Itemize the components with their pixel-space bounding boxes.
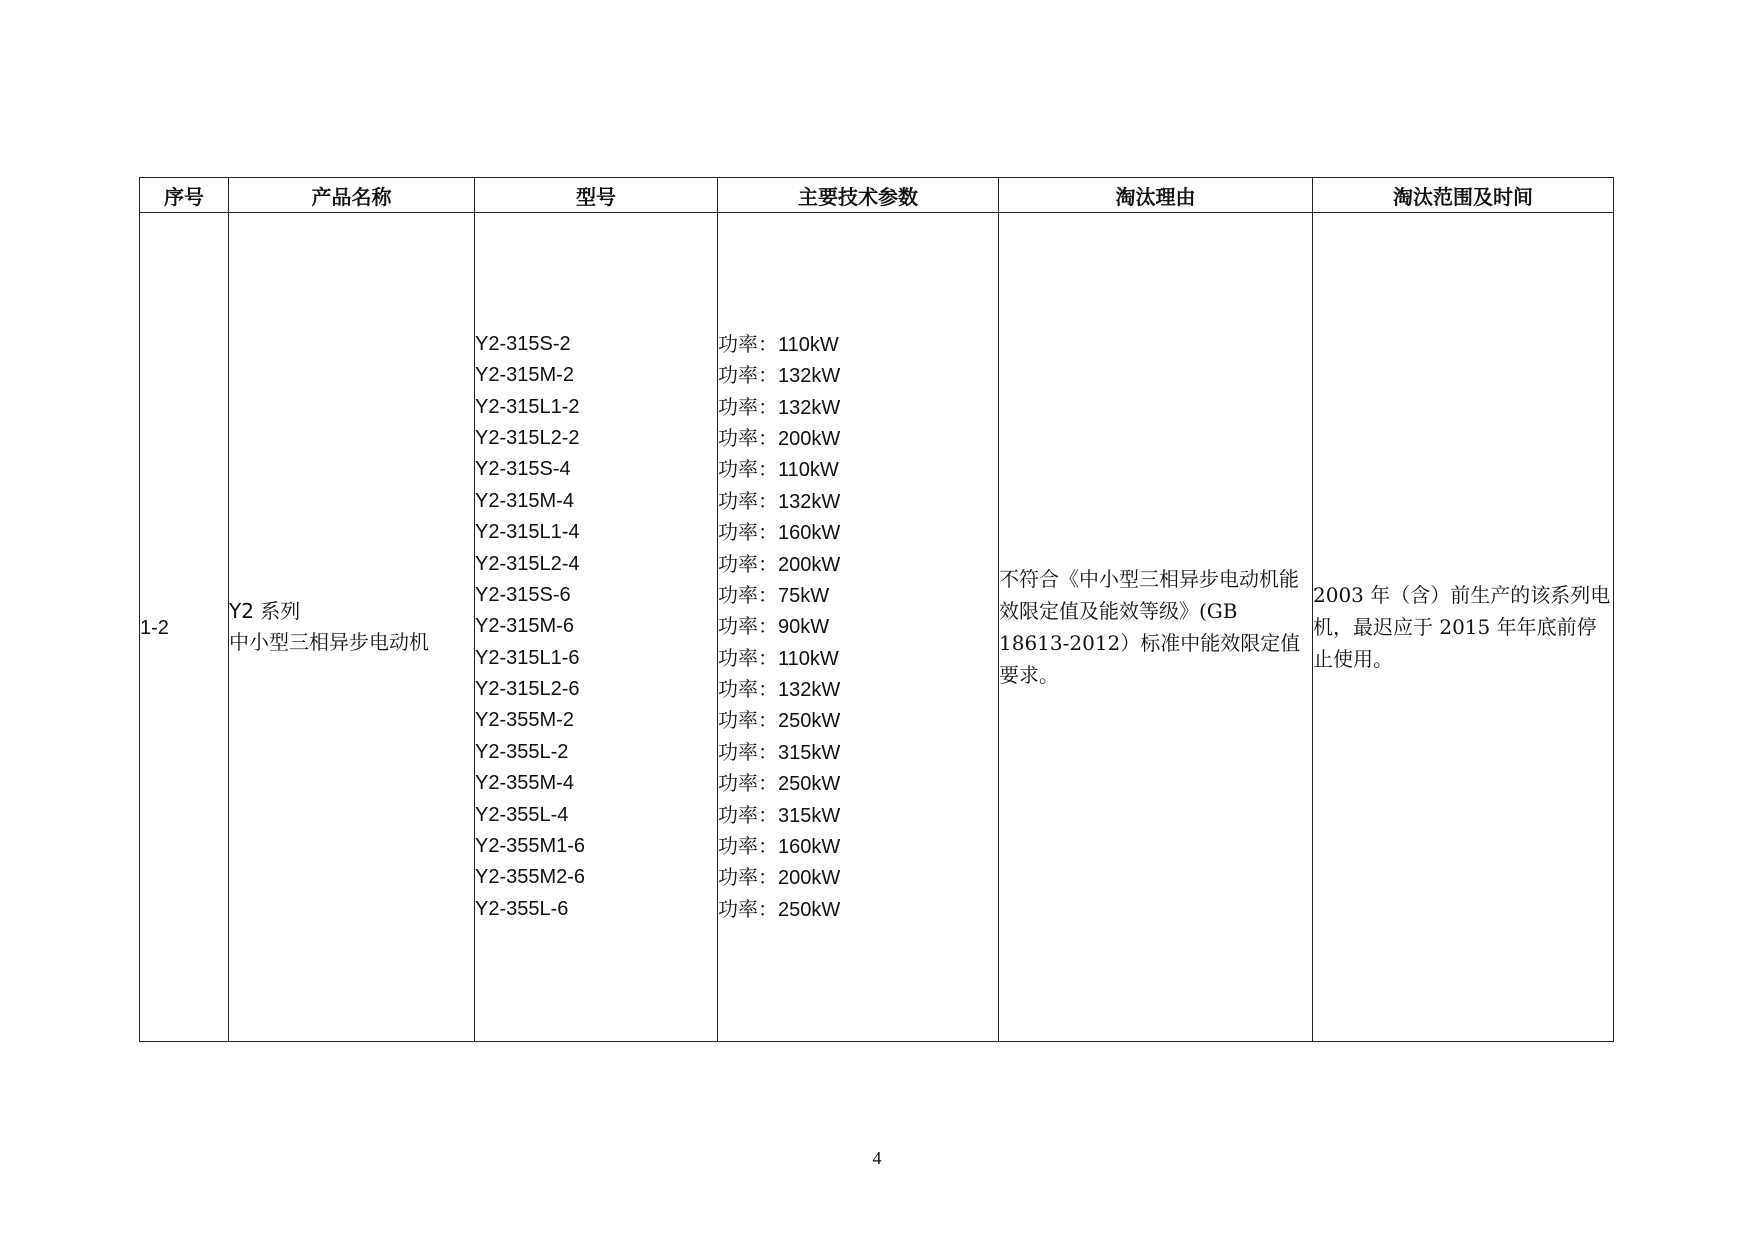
- param-item: [718, 705, 998, 736]
- model-item: Y2-315L2-6: [475, 678, 580, 701]
- param-value: 315kW: [778, 804, 841, 827]
- param-label: 功率：: [718, 582, 778, 607]
- param-value: 132kW: [778, 679, 841, 702]
- param-item: [718, 454, 998, 485]
- param-value: 250kW: [778, 898, 841, 921]
- model-item: Y2-355M2-6: [475, 866, 586, 889]
- seq-value: 1-2: [140, 616, 169, 639]
- model-item: Y2-315M-6: [475, 615, 574, 638]
- param-item: [718, 643, 998, 674]
- table-header-row: [140, 178, 1614, 213]
- param-label: 功率：: [718, 425, 778, 450]
- model-item: Y2-355L-2: [475, 740, 569, 763]
- model-item: Y2-315L2-2: [475, 426, 580, 449]
- param-label: 功率：: [718, 363, 778, 388]
- table-row: [140, 213, 1614, 1042]
- param-label: 功率：: [718, 394, 778, 419]
- header-main-params: 主要技术参数: [718, 178, 999, 213]
- reason-text: 不符合《中小型三相异步电动机能效限定值及能效等级》(GB 18613-2012）标准中能效限定值要求。: [999, 567, 1301, 687]
- param-item: [718, 580, 998, 611]
- model-item: Y2-355M-2: [475, 709, 574, 732]
- model-item: Y2-315S-6: [475, 583, 571, 606]
- param-value: 90kW: [778, 616, 830, 639]
- model-item: Y2-315M-2: [475, 364, 574, 387]
- header-product-name: 产品名称: [229, 178, 475, 213]
- param-item: [718, 831, 998, 862]
- cell-params: [718, 213, 999, 1042]
- param-value: 200kW: [778, 553, 841, 576]
- param-value: 250kW: [778, 710, 841, 733]
- cell-seq: [140, 213, 229, 1042]
- param-value: 110kW: [778, 459, 839, 482]
- page-number: 4: [872, 1148, 882, 1168]
- param-value: 160kW: [778, 836, 841, 859]
- param-label: 功率：: [718, 551, 778, 576]
- param-item: [718, 768, 998, 799]
- param-value: 160kW: [778, 522, 841, 545]
- param-label: 功率：: [718, 834, 778, 859]
- param-label: 功率：: [718, 896, 778, 921]
- param-item: [718, 329, 998, 360]
- param-value: 110kW: [778, 333, 839, 356]
- param-value: 110kW: [778, 647, 839, 670]
- model-item: Y2-315S-4: [475, 458, 571, 481]
- header-model: 型号: [475, 178, 718, 213]
- elimination-table: [139, 177, 1614, 1042]
- param-item: [718, 674, 998, 705]
- model-item: Y2-355M1-6: [475, 835, 586, 858]
- model-item: Y2-315M-4: [475, 489, 574, 512]
- param-list: [718, 329, 998, 925]
- param-item: [718, 862, 998, 893]
- range-text: 2003 年（含）前生产的该系列电机，最迟应于 2015 年年底前停止使用。: [1313, 583, 1611, 671]
- param-label: 功率：: [718, 708, 778, 733]
- param-label: 功率：: [718, 865, 778, 890]
- model-item: Y2-315L1-6: [475, 646, 580, 669]
- model-item: Y2-355L-6: [475, 897, 569, 920]
- param-label: 功率：: [718, 802, 778, 827]
- param-label: 功率：: [718, 331, 778, 356]
- model-item: Y2-315L1-2: [475, 395, 580, 418]
- param-value: 315kW: [778, 741, 841, 764]
- param-label: 功率：: [718, 614, 778, 639]
- param-value: 132kW: [778, 396, 841, 419]
- param-label: 功率：: [718, 771, 778, 796]
- param-item: [718, 392, 998, 423]
- param-value: 132kW: [778, 365, 841, 388]
- param-label: 功率：: [718, 739, 778, 764]
- param-label: 功率：: [718, 488, 778, 513]
- cell-range: [1313, 213, 1614, 1042]
- model-item: Y2-315L2-4: [475, 552, 580, 575]
- param-item: [718, 423, 998, 454]
- header-reason: 淘汰理由: [999, 178, 1313, 213]
- param-label: 功率：: [718, 520, 778, 545]
- param-label: 功率：: [718, 677, 778, 702]
- param-value: 75kW: [778, 584, 830, 607]
- param-item: [718, 517, 998, 548]
- param-value: 132kW: [778, 490, 841, 513]
- cell-product-name: [229, 213, 475, 1042]
- model-item: Y2-355L-4: [475, 803, 569, 826]
- param-value: 200kW: [778, 427, 841, 450]
- param-item: [718, 611, 998, 642]
- model-list: [475, 329, 717, 925]
- param-label: 功率：: [718, 645, 778, 670]
- param-item: [718, 800, 998, 831]
- param-value: 250kW: [778, 773, 841, 796]
- param-item: [718, 549, 998, 580]
- product-description: 中小型三相异步电动机: [229, 630, 429, 654]
- param-item: [718, 894, 998, 925]
- param-item: [718, 737, 998, 768]
- cell-reason: [999, 213, 1313, 1042]
- model-item: Y2-315S-2: [475, 332, 571, 355]
- header-seq: 序号: [140, 178, 229, 213]
- cell-models: [475, 213, 718, 1042]
- product-series: Y2 系列: [229, 599, 301, 623]
- model-item: Y2-355M-4: [475, 772, 574, 795]
- param-label: 功率：: [718, 457, 778, 482]
- param-value: 200kW: [778, 867, 841, 890]
- param-item: [718, 360, 998, 391]
- model-item: Y2-315L1-4: [475, 521, 580, 544]
- header-range-time: 淘汰范围及时间: [1313, 178, 1614, 213]
- param-item: [718, 486, 998, 517]
